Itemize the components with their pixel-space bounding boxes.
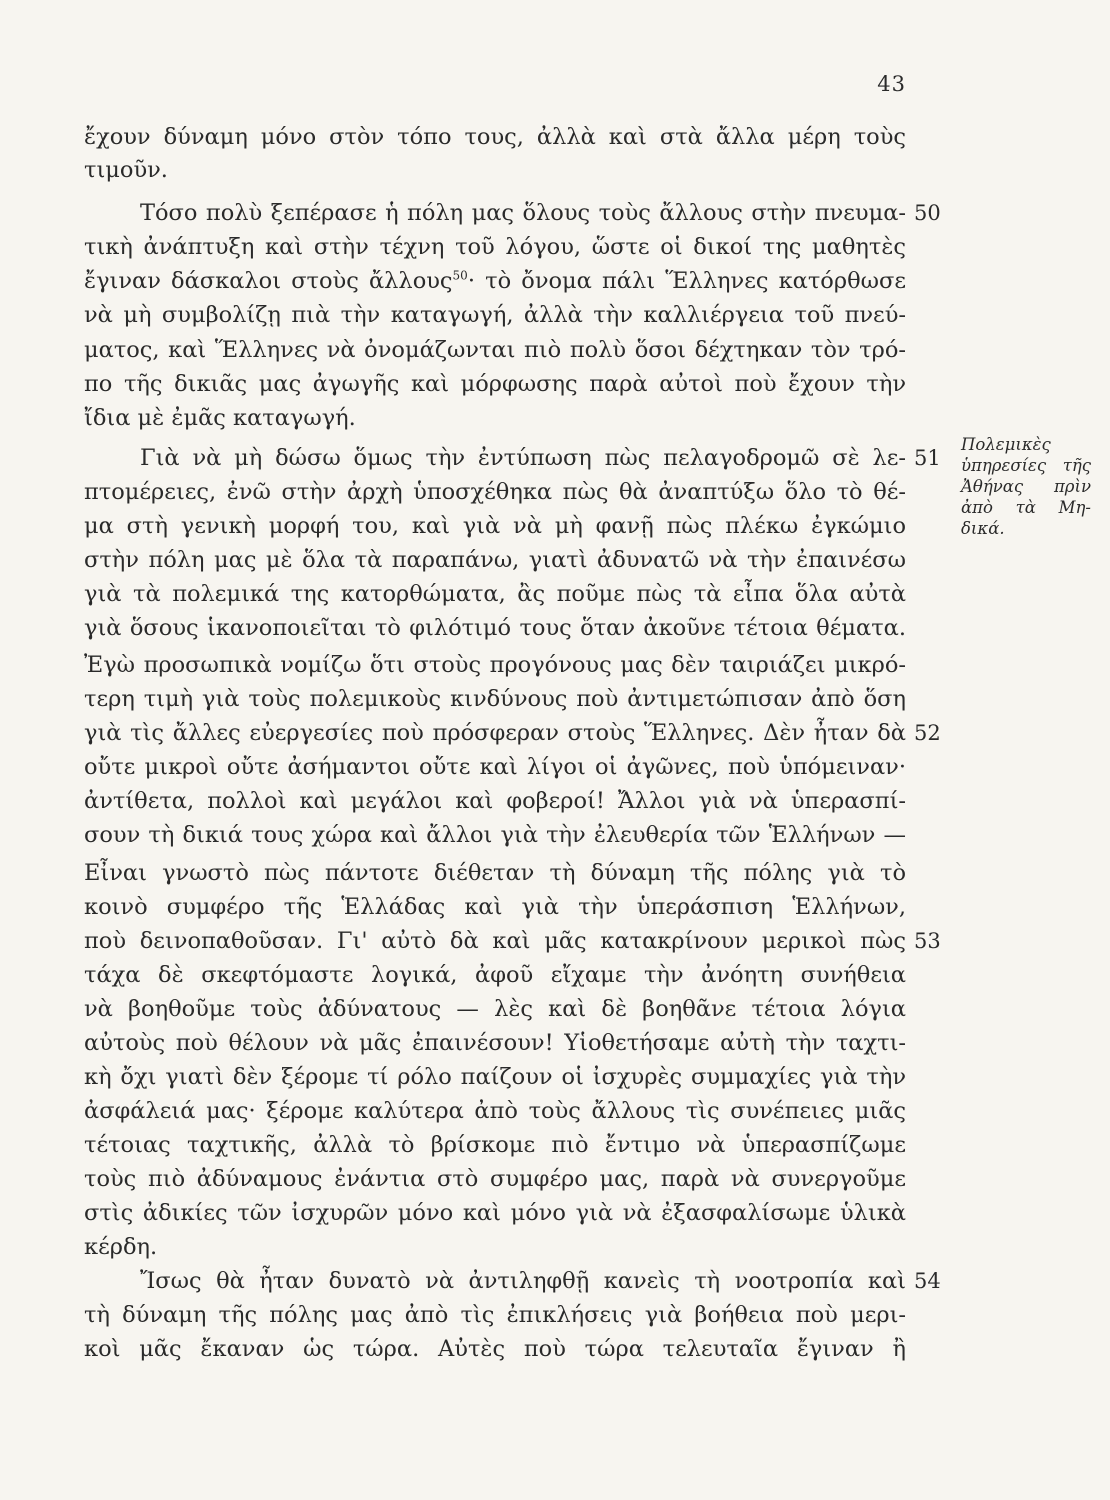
text-line: γιὰ τὰ πολεμικά της κατορθώματα, ἂς ποῦμε πὼς τὰ εἶπα ὅλα αὐτὰ bbox=[84, 581, 906, 607]
text-line: τάχα δὲ σκεφτόμαστε λογικά, ἀφοῦ εἴχαμε τὴν ἀνόητη συνήθεια bbox=[84, 962, 906, 988]
text-line: ποὺ δεινοπαθοῦσαν. Γι' αὐτὸ δὰ καὶ μᾶς κατακρίνουν μερικοὶ πὼς bbox=[84, 928, 906, 954]
text-line: ματος, καὶ Ἕλληνες νὰ ὀνομάζωνται πιὸ πολὺ ὅσοι δέχτηκαν τὸν τρό- bbox=[84, 337, 906, 363]
text-line: μα στὴ γενικὴ μορφή του, καὶ γιὰ νὰ μὴ φανῇ πὼς πλέκω ἐγκώμιο bbox=[84, 513, 906, 539]
text-line: νὰ βοηθοῦμε τοὺς ἀδύνατους — λὲς καὶ δὲ βοηθᾶνε τέτοια λόγια bbox=[84, 996, 906, 1022]
text-line: νὰ μὴ συμβολίζῃ πιὰ τὴν καταγωγή, ἀλλὰ τὴν καλλιέργεια τοῦ πνεύ- bbox=[84, 302, 906, 328]
text-line: γιὰ τὶς ἄλλες εὐεργεσίες ποὺ πρόσφεραν στοὺς Ἕλληνες. Δὲν ἦταν δὰ bbox=[84, 720, 906, 746]
text-line: στὶς ἀδικίες τῶν ἰσχυρῶν μόνο καὶ μόνο γιὰ νὰ ἐξασφαλίσωμε ὑλικὰ bbox=[84, 1200, 906, 1226]
text-line: τερη τιμὴ γιὰ τοὺς πολεμικοὺς κινδύνους ποὺ ἀντιμετώπισαν ἀπὸ ὅση bbox=[84, 686, 906, 712]
text-line: Ἴσως θὰ ἦταν δυνατὸ νὰ ἀντιληφθῇ κανεὶς τὴ νοοτροπία καὶ bbox=[140, 1268, 906, 1294]
text-line: Τόσο πολὺ ξεπέρασε ἡ πόλη μας ὅλους τοὺς ἄλλους στὴν πνευμα- bbox=[140, 200, 906, 226]
section-number: 52 bbox=[914, 721, 941, 745]
section-number: 51 bbox=[914, 446, 941, 470]
text-line: τιμοῦν. bbox=[84, 157, 168, 183]
text-line: κοινὸ συμφέρο τῆς Ἑλλάδας καὶ γιὰ τὴν ὑπεράσπιση Ἑλλήνων, bbox=[84, 894, 906, 920]
margin-note-line: ὑπηρεσίες τῆς bbox=[961, 456, 1091, 475]
text-line: οὔτε μικροὶ οὔτε ἀσήμαντοι οὔτε καὶ λίγοι οἱ ἀγῶνες, ποὺ ὑπόμειναν· bbox=[84, 754, 906, 780]
page-number: 43 bbox=[877, 72, 906, 96]
text-segment: · τὸ ὄνομα πάλι Ἕλληνες κατόρθωσε bbox=[467, 268, 906, 294]
text-line: τὴ δύναμη τῆς πόλης μας ἀπὸ τὶς ἐπικλήσεις γιὰ βοήθεια ποὺ μερι- bbox=[84, 1302, 906, 1328]
text-line: κὴ ὄχι γιατὶ δὲν ξέρομε τί ρόλο παίζουν οἱ ἰσχυρὲς συμμαχίες γιὰ τὴν bbox=[84, 1064, 906, 1090]
text-line: πτομέρειες, ἐνῶ στὴν ἀρχὴ ὑποσχέθηκα πὼς θὰ ἀναπτύξω ὅλο τὸ θέ- bbox=[84, 479, 906, 505]
section-number: 54 bbox=[914, 1269, 941, 1293]
margin-note bbox=[961, 434, 1091, 539]
text-line: τικὴ ἀνάπτυξη καὶ στὴν τέχνη τοῦ λόγου, ὥστε οἱ δικοί της μαθητὲς bbox=[84, 234, 906, 260]
text-line: τέτοιας ταχτικῆς, ἀλλὰ τὸ βρίσκομε πιὸ ἔντιμο νὰ ὑπερασπίζωμε bbox=[84, 1132, 906, 1158]
margin-note-line: ἀπὸ τὰ Μη- bbox=[961, 498, 1091, 517]
text-line: κοὶ μᾶς ἔκαναν ὡς τώρα. Αὐτὲς ποὺ τώρα τελευταῖα ἔγιναν ἢ bbox=[84, 1336, 906, 1362]
footnote-ref: 50 bbox=[452, 268, 468, 283]
text-line: ἀντίθετα, πολλοὶ καὶ μεγάλοι καὶ φοβεροί! Ἄλλοι γιὰ νὰ ὑπερασπί- bbox=[84, 788, 906, 814]
margin-note-line: Πολεμικὲς bbox=[961, 435, 1051, 454]
text-line: Ἐγὼ προσωπικὰ νομίζω ὅτι στοὺς προγόνους μας δὲν ταιριάζει μικρό- bbox=[84, 652, 906, 678]
text-line: γιὰ ὅσους ἱκανοποιεῖται τὸ φιλότιμό τους ὅταν ἀκοῦνε τέτοια θέματα. bbox=[84, 615, 906, 641]
text-line: ἔχουν δύναμη μόνο στὸν τόπο τους, ἀλλὰ καὶ στὰ ἄλλα μέρη τοὺς bbox=[84, 124, 906, 150]
text-line: τοὺς πιὸ ἀδύναμους ἐνάντια στὸ συμφέρο μας, παρὰ νὰ συνεργοῦμε bbox=[84, 1166, 906, 1192]
text-line-with-footnote bbox=[84, 264, 906, 298]
margin-note-line: δικά. bbox=[961, 519, 1005, 538]
margin-note-line: Ἀθήνας πρὶν bbox=[961, 477, 1091, 496]
text-line: Γιὰ νὰ μὴ δώσω ὅμως τὴν ἐντύπωση πὼς πελαγοδρομῶ σὲ λε- bbox=[140, 445, 906, 471]
text-line: ἀσφάλειά μας· ξέρομε καλύτερα ἀπὸ τοὺς ἄλλους τὶς συνέπειες μιᾶς bbox=[84, 1098, 906, 1124]
section-number: 50 bbox=[914, 201, 941, 225]
text-line: σουν τὴ δικιά τους χώρα καὶ ἄλλοι γιὰ τὴν ἐλευθερία τῶν Ἑλλήνων — bbox=[84, 822, 906, 848]
text-line: πο τῆς δικιᾶς μας ἀγωγῆς καὶ μόρφωσης παρὰ αὐτοὶ ποὺ ἔχουν τὴν bbox=[84, 371, 906, 397]
section-number: 53 bbox=[914, 929, 941, 953]
text-line: αὐτοὺς ποὺ θέλουν νὰ μᾶς ἐπαινέσουν! Υἱοθετήσαμε αὐτὴ τὴν ταχτι- bbox=[84, 1030, 906, 1056]
text-line: Εἶναι γνωστὸ πὼς πάντοτε διέθεταν τὴ δύναμη τῆς πόλης γιὰ τὸ bbox=[84, 860, 906, 886]
text-line: ἴδια μὲ ἐμᾶς καταγωγή. bbox=[84, 405, 356, 431]
text-line: κέρδη. bbox=[84, 1234, 158, 1260]
text-segment: ἔγιναν δάσκαλοι στοὺς ἄλλους bbox=[84, 268, 453, 294]
text-line: στὴν πόλη μας μὲ ὅλα τὰ παραπάνω, γιατὶ ἀδυνατῶ νὰ τὴν ἐπαινέσω bbox=[84, 547, 906, 573]
